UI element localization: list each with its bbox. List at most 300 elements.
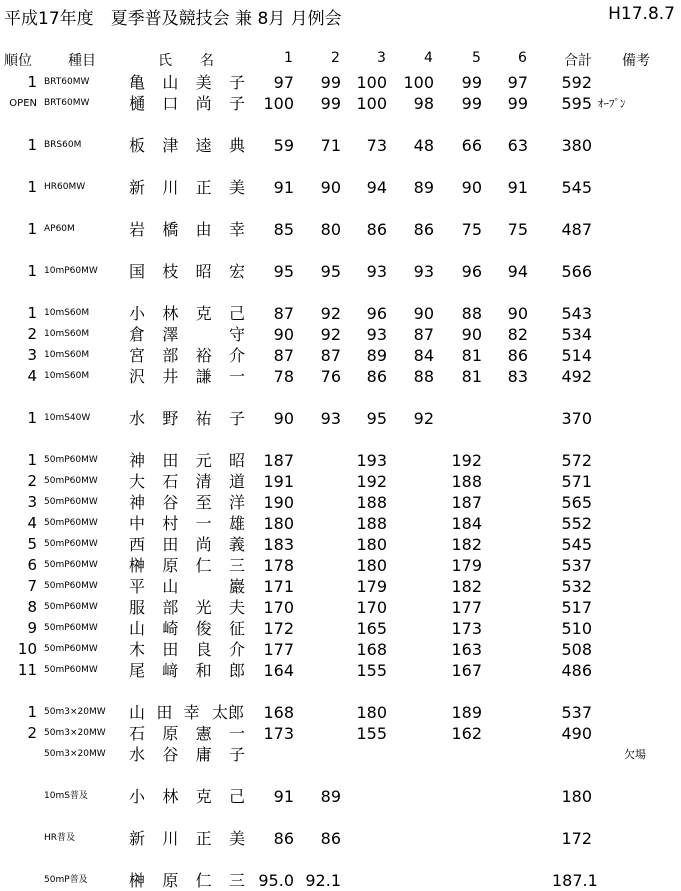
name-char: 巖 <box>228 577 245 596</box>
header-s3: 3 <box>377 50 386 66</box>
event-cell: 50mP60MW <box>44 644 98 654</box>
name-char: 橋 <box>162 220 179 239</box>
score-5: 163 <box>451 640 482 659</box>
event-cell: HR60MW <box>44 182 86 192</box>
name-char: 三 <box>228 871 245 890</box>
header-s6: 6 <box>518 50 527 66</box>
table-row <box>0 702 681 723</box>
name-char: 谷 <box>162 493 179 512</box>
score-3: 170 <box>356 598 387 617</box>
name-char: 神 <box>128 451 145 470</box>
table-row <box>0 345 681 366</box>
name-char: 憲 <box>195 724 212 743</box>
header-s1: 1 <box>284 50 293 66</box>
score-2: 99 <box>320 94 341 113</box>
score-2: 80 <box>320 220 341 239</box>
score-1: 177 <box>263 640 294 659</box>
name-cell <box>128 744 246 765</box>
score-6: 97 <box>507 73 528 92</box>
score-3: 179 <box>356 577 387 596</box>
name-cell <box>128 597 246 618</box>
score-3: 86 <box>366 220 387 239</box>
name-char: 元 <box>195 451 212 470</box>
score-4: 90 <box>413 304 434 323</box>
score-3: 168 <box>356 640 387 659</box>
score-1: 95 <box>273 262 294 281</box>
name-char: 昭 <box>228 451 245 470</box>
name-char: 川 <box>162 178 179 197</box>
total-cell: 508 <box>561 640 592 659</box>
total-cell: 514 <box>561 346 592 365</box>
event-cell: BRT60MW <box>44 98 90 108</box>
event-cell: 10mS普及 <box>44 791 88 801</box>
name-char: 神 <box>128 493 145 512</box>
name-char: 村 <box>162 514 179 533</box>
score-6: 94 <box>507 262 528 281</box>
event-cell: 50m3×20MW <box>44 728 106 738</box>
event-cell: BRS60M <box>44 140 82 150</box>
score-1: 187 <box>263 451 294 470</box>
score-4: 98 <box>413 94 434 113</box>
header-rank: 順位 <box>4 53 32 69</box>
score-5: 167 <box>451 661 482 680</box>
name-cell <box>128 702 246 723</box>
name-cell <box>128 303 246 324</box>
name-char: 川 <box>162 829 179 848</box>
name-cell <box>128 345 246 366</box>
table-row <box>0 597 681 618</box>
score-3: 89 <box>366 346 387 365</box>
event-cell: 50mP60MW <box>44 455 98 465</box>
name-char: 美 <box>195 73 212 92</box>
rank-cell: 2 <box>27 325 37 343</box>
total-cell: 537 <box>561 556 592 575</box>
name-char: 一 <box>228 367 245 386</box>
name-cell <box>128 135 246 156</box>
header-s2: 2 <box>331 50 340 66</box>
score-1: 59 <box>273 136 294 155</box>
name-char: 石 <box>128 724 145 743</box>
name-char: 崎 <box>162 619 179 638</box>
score-2: 92 <box>320 304 341 323</box>
rank-cell: 1 <box>27 304 37 322</box>
score-3: 155 <box>356 724 387 743</box>
score-4: 84 <box>413 346 434 365</box>
name-char: 田 <box>162 640 179 659</box>
name-cell <box>128 408 246 429</box>
total-cell: 565 <box>561 493 592 512</box>
total-cell: 510 <box>561 619 592 638</box>
name-char: 野 <box>162 409 179 428</box>
score-2: 89 <box>320 787 341 806</box>
score-5: 90 <box>461 325 482 344</box>
name-char: 新 <box>128 178 145 197</box>
name-char: 俊 <box>195 619 212 638</box>
table-header <box>0 50 681 72</box>
name-char: 尚 <box>195 94 212 113</box>
score-2: 93 <box>320 409 341 428</box>
rank-cell: 1 <box>27 220 37 238</box>
score-5: 66 <box>461 136 482 155</box>
name-char: 谷 <box>162 745 179 764</box>
total-cell: 380 <box>561 136 592 155</box>
total-cell: 492 <box>561 367 592 386</box>
table-row <box>0 366 681 387</box>
score-6: 75 <box>507 220 528 239</box>
table-row <box>0 744 681 765</box>
score-3: 180 <box>356 535 387 554</box>
table-row <box>0 870 681 891</box>
name-char: 西 <box>128 535 145 554</box>
header-s5: 5 <box>472 50 481 66</box>
name-char: 祐 <box>195 409 212 428</box>
name-char: 亀 <box>128 73 145 92</box>
name-char: 郎 <box>228 661 245 680</box>
name-char: 逵 <box>195 136 212 155</box>
name-char: 山 <box>162 73 179 92</box>
rank-cell: 2 <box>27 472 37 490</box>
rank-cell: 1 <box>27 136 37 154</box>
name-char: 由 <box>195 220 212 239</box>
name-cell <box>128 324 246 345</box>
total-cell: 180 <box>561 787 592 806</box>
name-char: 仁 <box>195 556 212 575</box>
name-char: 服 <box>128 598 145 617</box>
event-cell: 10mS60M <box>44 308 90 318</box>
name-cell <box>128 639 246 660</box>
total-cell: 534 <box>561 325 592 344</box>
name-cell <box>128 513 246 534</box>
score-6: 99 <box>507 94 528 113</box>
score-1: 90 <box>273 325 294 344</box>
score-3: 165 <box>356 619 387 638</box>
name-char: 太郎 <box>211 703 244 722</box>
total-cell: 571 <box>561 472 592 491</box>
name-cell <box>128 618 246 639</box>
score-1: 190 <box>263 493 294 512</box>
name-char: 尚 <box>195 535 212 554</box>
rank-cell: 2 <box>27 724 37 742</box>
total-cell: 543 <box>561 304 592 323</box>
score-1: 97 <box>273 73 294 92</box>
score-4: 100 <box>403 73 434 92</box>
score-1: 78 <box>273 367 294 386</box>
score-3: 155 <box>356 661 387 680</box>
score-1: 170 <box>263 598 294 617</box>
rank-cell: 1 <box>27 262 37 280</box>
name-char: 和 <box>195 661 212 680</box>
rank-cell: 1 <box>27 451 37 469</box>
event-cell: 50mP60MW <box>44 539 98 549</box>
total-cell: 537 <box>561 703 592 722</box>
score-5: 96 <box>461 262 482 281</box>
name-char: 庸 <box>195 745 212 764</box>
score-3: 93 <box>366 325 387 344</box>
total-cell: 486 <box>561 661 592 680</box>
score-3: 100 <box>356 94 387 113</box>
table-row <box>0 93 681 114</box>
score-5: 179 <box>451 556 482 575</box>
name-char: 子 <box>228 745 245 764</box>
score-3: 86 <box>366 367 387 386</box>
score-3: 180 <box>356 556 387 575</box>
name-char: 幸 <box>228 220 245 239</box>
score-3: 93 <box>366 262 387 281</box>
name-char: 津 <box>162 136 179 155</box>
name-char: 光 <box>195 598 212 617</box>
score-1: 191 <box>263 472 294 491</box>
name-char: 謙 <box>195 367 212 386</box>
score-2: 90 <box>320 178 341 197</box>
rank-cell: 6 <box>27 556 37 574</box>
table-row <box>0 786 681 807</box>
event-cell: 50mP60MW <box>44 518 98 528</box>
score-1: 87 <box>273 346 294 365</box>
name-char: 己 <box>228 304 245 323</box>
event-cell: AP60M <box>44 224 75 234</box>
score-2: 86 <box>320 829 341 848</box>
rank-cell: 11 <box>17 661 37 679</box>
name-char <box>195 324 213 345</box>
name-char: 夫 <box>228 598 245 617</box>
name-char: 部 <box>162 598 179 617</box>
table-row <box>0 576 681 597</box>
table-row <box>0 324 681 345</box>
total-cell: 566 <box>561 262 592 281</box>
score-1: 87 <box>273 304 294 323</box>
name-char: 子 <box>228 94 245 113</box>
table-row <box>0 72 681 93</box>
score-1: 183 <box>263 535 294 554</box>
name-char: 﨑 <box>162 661 179 680</box>
name-char: 井 <box>162 367 179 386</box>
score-6: 82 <box>507 325 528 344</box>
name-char: 美 <box>228 829 245 848</box>
name-char: 一 <box>195 514 212 533</box>
score-5: 88 <box>461 304 482 323</box>
name-char: 平 <box>128 577 145 596</box>
name-cell <box>128 177 246 198</box>
event-cell: 50mP60MW <box>44 560 98 570</box>
score-1: 178 <box>263 556 294 575</box>
name-char: 正 <box>195 178 212 197</box>
event-cell: HR普及 <box>44 833 76 843</box>
score-1: 91 <box>273 178 294 197</box>
event-cell: 50mP60MW <box>44 623 98 633</box>
score-1: 85 <box>273 220 294 239</box>
event-cell: 10mS60M <box>44 350 90 360</box>
total-cell: 532 <box>561 577 592 596</box>
score-6: 86 <box>507 346 528 365</box>
name-char: 裕 <box>195 346 212 365</box>
name-char: 昭 <box>195 262 212 281</box>
table-row <box>0 660 681 681</box>
score-6: 63 <box>507 136 528 155</box>
name-char: 山 <box>128 703 145 722</box>
table-row <box>0 219 681 240</box>
score-1: 86 <box>273 829 294 848</box>
name-char: 枝 <box>162 262 179 281</box>
event-cell: 50mP60MW <box>44 665 98 675</box>
name-char: 林 <box>162 304 179 323</box>
event-cell: 50mP60MW <box>44 602 98 612</box>
total-cell: 595 <box>561 94 592 113</box>
rank-cell: 7 <box>27 577 37 595</box>
name-char: 義 <box>228 535 245 554</box>
table-row <box>0 261 681 282</box>
header-event: 種目 <box>68 53 96 69</box>
total-cell: 552 <box>561 514 592 533</box>
score-5: 177 <box>451 598 482 617</box>
score-5: 173 <box>451 619 482 638</box>
page-title: 平成17年度 夏季普及競技会 兼 8月 月例会 <box>4 9 342 29</box>
score-2: 76 <box>320 367 341 386</box>
name-char: 榊 <box>128 871 145 890</box>
name-cell <box>128 492 246 513</box>
score-1: 172 <box>263 619 294 638</box>
rank-cell: 4 <box>27 514 37 532</box>
name-char: 道 <box>228 472 245 491</box>
name-cell <box>128 219 246 240</box>
rank-cell: 4 <box>27 367 37 385</box>
score-5: 187 <box>451 493 482 512</box>
score-2: 99 <box>320 73 341 92</box>
name-char: 宏 <box>228 262 245 281</box>
name-char: 部 <box>162 346 179 365</box>
total-cell: 490 <box>561 724 592 743</box>
name-char: 良 <box>195 640 212 659</box>
score-6: 90 <box>507 304 528 323</box>
score-4: 89 <box>413 178 434 197</box>
name-char: 克 <box>195 304 212 323</box>
name-char: 仁 <box>195 871 212 890</box>
name-char: 水 <box>128 409 145 428</box>
name-cell <box>128 93 246 114</box>
score-3: 94 <box>366 178 387 197</box>
score-4: 48 <box>413 136 434 155</box>
rank-cell: 3 <box>27 346 37 364</box>
total-cell: 545 <box>561 178 592 197</box>
name-char: 子 <box>228 73 245 92</box>
rank-cell: OPEN <box>9 98 37 109</box>
score-3: 96 <box>366 304 387 323</box>
score-4: 93 <box>413 262 434 281</box>
rank-cell: 3 <box>27 493 37 511</box>
name-char: 林 <box>162 787 179 806</box>
name-char: 山 <box>162 577 179 596</box>
header-total: 合計 <box>564 53 592 69</box>
name-char: 征 <box>228 619 245 638</box>
event-cell: 50mP60MW <box>44 581 98 591</box>
table-row <box>0 408 681 429</box>
score-1: 168 <box>263 703 294 722</box>
name-char: 介 <box>228 346 245 365</box>
event-cell: 50mP普及 <box>44 875 88 885</box>
table-row <box>0 828 681 849</box>
event-cell: 10mS40W <box>44 413 91 423</box>
score-5: 188 <box>451 472 482 491</box>
score-4: 92 <box>413 409 434 428</box>
name-char: 木 <box>128 640 145 659</box>
name-char: 己 <box>228 787 245 806</box>
name-char: 澤 <box>162 325 179 344</box>
score-2: 87 <box>320 346 341 365</box>
score-5: 81 <box>461 346 482 365</box>
score-5: 99 <box>461 73 482 92</box>
rank-cell: 5 <box>27 535 37 553</box>
name-cell <box>128 72 246 93</box>
name-char: 倉 <box>128 325 145 344</box>
table-row <box>0 618 681 639</box>
name-char: 洋 <box>228 493 245 512</box>
table-row <box>0 177 681 198</box>
event-cell: 50mP60MW <box>44 476 98 486</box>
event-cell: 10mP60MW <box>44 266 98 276</box>
table-row <box>0 534 681 555</box>
score-1: 91 <box>273 787 294 806</box>
name-char: 正 <box>195 829 212 848</box>
name-char: 山 <box>128 619 145 638</box>
name-cell <box>128 828 246 849</box>
score-3: 180 <box>356 703 387 722</box>
name-char: 田 <box>162 451 179 470</box>
name-cell <box>128 660 246 681</box>
score-2: 92.1 <box>305 871 341 890</box>
name-char <box>195 576 213 597</box>
name-char: 板 <box>128 136 145 155</box>
name-char: 水 <box>128 745 145 764</box>
rank-cell: 8 <box>27 598 37 616</box>
name-char: 国 <box>128 262 145 281</box>
score-3: 188 <box>356 514 387 533</box>
score-5: 90 <box>461 178 482 197</box>
name-char: 中 <box>128 514 145 533</box>
table-row <box>0 723 681 744</box>
score-1: 95.0 <box>258 871 294 890</box>
score-3: 192 <box>356 472 387 491</box>
table-row <box>0 450 681 471</box>
table-row <box>0 555 681 576</box>
name-char: 典 <box>228 136 245 155</box>
name-char: 宮 <box>128 346 145 365</box>
table-row <box>0 135 681 156</box>
score-3: 188 <box>356 493 387 512</box>
header-name-2: 名 <box>200 53 214 69</box>
total-cell: 487 <box>561 220 592 239</box>
total-cell: 545 <box>561 535 592 554</box>
score-5: 75 <box>461 220 482 239</box>
name-char: 守 <box>228 325 245 344</box>
score-5: 162 <box>451 724 482 743</box>
header-name-1: 氏 <box>158 53 172 69</box>
name-char: 岩 <box>128 220 145 239</box>
score-4: 87 <box>413 325 434 344</box>
rank-cell: 1 <box>27 703 37 721</box>
name-char: 清 <box>195 472 212 491</box>
table-row <box>0 492 681 513</box>
name-char: 口 <box>162 94 179 113</box>
note-cell: 欠場 <box>624 748 646 761</box>
score-1: 180 <box>263 514 294 533</box>
total-cell: 370 <box>561 409 592 428</box>
name-char: 小 <box>128 787 145 806</box>
name-char: 美 <box>228 178 245 197</box>
name-char: 幸 <box>183 703 200 722</box>
score-1: 90 <box>273 409 294 428</box>
score-3: 95 <box>366 409 387 428</box>
table-row <box>0 513 681 534</box>
score-2: 95 <box>320 262 341 281</box>
